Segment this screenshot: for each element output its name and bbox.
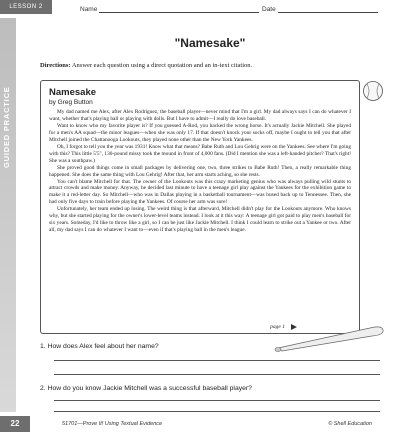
lesson-label: LESSON 2: [0, 0, 52, 14]
passage-paragraph: Oh, I forgot to tell you the year was 1931! Know what that means? Babe Ruth and Lou Gehrig were on the Yankees. See where I'm going with this? This little 5'5", 130-pound missy took the mound in front of 4,000 fans. (Did I mention she was a left-handed pitcher? That's right! She was a southpaw.): [49, 143, 351, 164]
answer-line[interactable]: [54, 400, 380, 401]
baseball-icon: [362, 80, 384, 102]
name-label: Name: [80, 6, 98, 13]
page-number: 22: [0, 416, 30, 432]
story-title: Namesake: [49, 87, 97, 98]
directions: [40, 62, 380, 70]
answer-line[interactable]: [54, 411, 380, 412]
answer-line[interactable]: [54, 360, 380, 361]
question-2: [40, 385, 380, 392]
passage-paragraph: She proved good things come in small packages by delivering one, two, three strikes to Babe Ruth! Then, a really remarkable thing happened. She does the same thing with Lou Gehrig! After that, her arm starts aching, so she rests.: [49, 164, 351, 178]
footer: [0, 416, 400, 432]
footer-book-title: 51701—Prove It! Using Textual Evidence: [62, 421, 163, 427]
passage-paragraph: Unfortunately, her team ended up losing. The weird thing is that afterward, Mitchell didn't play for the Lookouts anymore. Who knows why, but she started playing for the owner's lower-level teams instead. I look at it this way: A teenage girl got paid to play men's baseball for six years. Someday, I'd like to throw like a girl, so I can be just like Jackie Mitchell. I think I could learn to strike out a Yankee or two. After all, my dad says I can do whatever I want to—even if that's playing ball in the men's league.: [49, 206, 351, 234]
question-number: 1.: [40, 343, 46, 350]
page-tag: page 1: [270, 324, 285, 330]
question-text: How does Alex feel about her name?: [47, 343, 159, 350]
directions-text: Answer each question using a direct quotation and an in-text citation.: [70, 62, 253, 69]
sidebar: [0, 18, 16, 412]
date-label: Date: [262, 6, 276, 13]
sidebar-label: GUIDED PRACTICE: [2, 86, 11, 168]
directions-label: Directions:: [40, 62, 71, 69]
passage-box: [40, 80, 360, 334]
page-title: "Namesake": [174, 36, 246, 50]
footer-publisher: © Shell Education: [328, 421, 372, 427]
date-field[interactable]: [262, 6, 378, 13]
story-byline: by Greg Button: [49, 99, 93, 106]
date-rule: [278, 12, 378, 13]
name-field[interactable]: [80, 6, 259, 13]
question-1: [40, 343, 380, 350]
passage-paragraph: You can't blame Mitchell for that. The owner of the Lookouts was this crazy marketing genius who was always pulling wild stunts to attract crowds and make money. Anyway, he decided last minute to have a teenage girl play against the Yankees for the exhibition game to make it a red-letter day. So Mitchell—who was in Dallas playing in a basketball tournament—was bused back up to Tennessee. Then, she had only five days to train before playing the Yankees. Of course her arm was sore!: [49, 178, 351, 206]
name-rule: [99, 12, 259, 13]
answer-line[interactable]: [54, 374, 380, 375]
question-number: 2.: [40, 385, 46, 392]
passage-paragraph: My dad named me Alex, after Alex Rodriguez, the baseball player—never mind that I'm a girl. My dad always says I can do whatever I want, whether that's playing ball or playing with dolls. But I have to admit—I really do love baseball.: [49, 109, 351, 122]
question-text: How do you know Jackie Mitchell was a successful baseball player?: [47, 385, 252, 392]
passage-paragraph: Want to know who my favorite player is? If you guessed A-Rod, you backed the wrong horse. It's actually Jackie Mitchell. She played for a men's AA squad—the minor leagues—when she was only 17. If that doesn't knock your socks off, maybe I ought to tell you that after Mitchell joined the Chattanooga Lookouts, they played none other than the New York Yankees.: [49, 122, 351, 143]
